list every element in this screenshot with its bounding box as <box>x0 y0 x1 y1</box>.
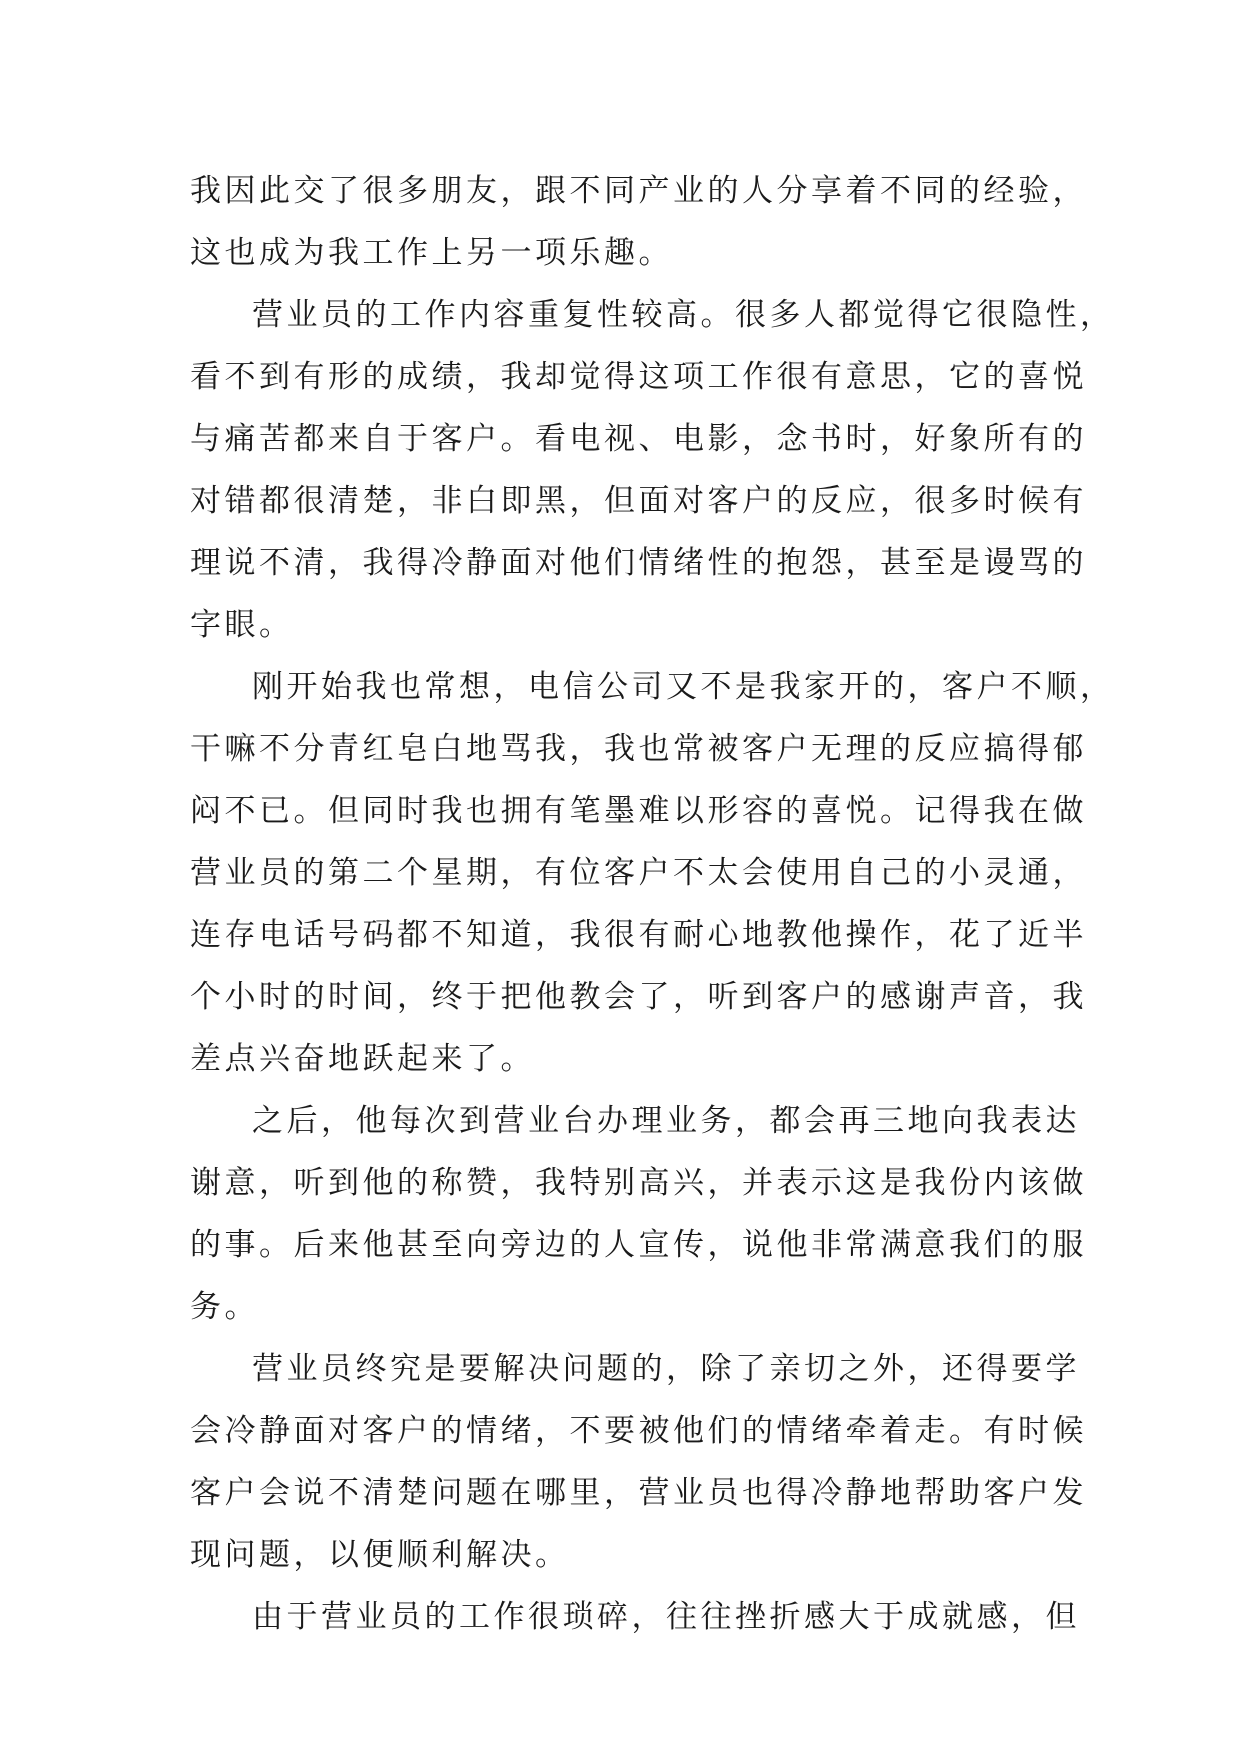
text-line: 营业员的第二个星期，有位客户不太会使用自己的小灵通， <box>190 855 1087 891</box>
text-line: 闷不已。但同时我也拥有笔墨难以形容的喜悦。记得我在做 <box>190 793 1087 829</box>
text-line: 理说不清，我得冷静面对他们情绪性的抱怨，甚至是谩骂的 <box>190 545 1087 581</box>
text-line: 的事。后来他甚至向旁边的人宣传，说他非常满意我们的服 <box>190 1227 1087 1263</box>
text-line: 我因此交了很多朋友，跟不同产业的人分享着不同的经验， <box>190 173 1087 209</box>
paragraph-start-line: 营业员的工作内容重复性较高。很多人都觉得它很隐性， <box>252 297 1115 333</box>
text-line: 与痛苦都来自于客户。看电视、电影，念书时，好象所有的 <box>190 421 1087 457</box>
text-line: 干嘛不分青红皂白地骂我，我也常被客户无理的反应搞得郁 <box>190 731 1087 767</box>
text-line: 会冷静面对客户的情绪，不要被他们的情绪牵着走。有时候 <box>190 1413 1087 1449</box>
text-line: 客户会说不清楚问题在哪里，营业员也得冷静地帮助客户发 <box>190 1475 1087 1511</box>
paragraph-start-line: 由于营业员的工作很琐碎，往往挫折感大于成就感，但 <box>252 1599 1080 1635</box>
text-line: 差点兴奋地跃起来了。 <box>190 1041 535 1077</box>
document-body <box>190 160 1115 1648</box>
text-line: 现问题，以便顺利解决。 <box>190 1537 570 1573</box>
text-line: 对错都很清楚，非白即黑，但面对客户的反应，很多时候有 <box>190 483 1087 519</box>
paragraph-start-line: 之后，他每次到营业台办理业务，都会再三地向我表达 <box>252 1103 1080 1139</box>
text-line: 个小时的时间，终于把他教会了，听到客户的感谢声音，我 <box>190 979 1087 1015</box>
paragraph-start-line: 刚开始我也常想，电信公司又不是我家开的，客户不顺， <box>252 669 1115 705</box>
text-line: 字眼。 <box>190 607 294 643</box>
text-line: 看不到有形的成绩，我却觉得这项工作很有意思，它的喜悦 <box>190 359 1087 395</box>
text-line: 这也成为我工作上另一项乐趣。 <box>190 235 673 271</box>
paragraph-start-line: 营业员终究是要解决问题的，除了亲切之外，还得要学 <box>252 1351 1080 1387</box>
text-line: 连存电话号码都不知道，我很有耐心地教他操作，花了近半 <box>190 917 1087 953</box>
text-line: 谢意，听到他的称赞，我特别高兴，并表示这是我份内该做 <box>190 1165 1087 1201</box>
text-line: 务。 <box>190 1289 259 1325</box>
